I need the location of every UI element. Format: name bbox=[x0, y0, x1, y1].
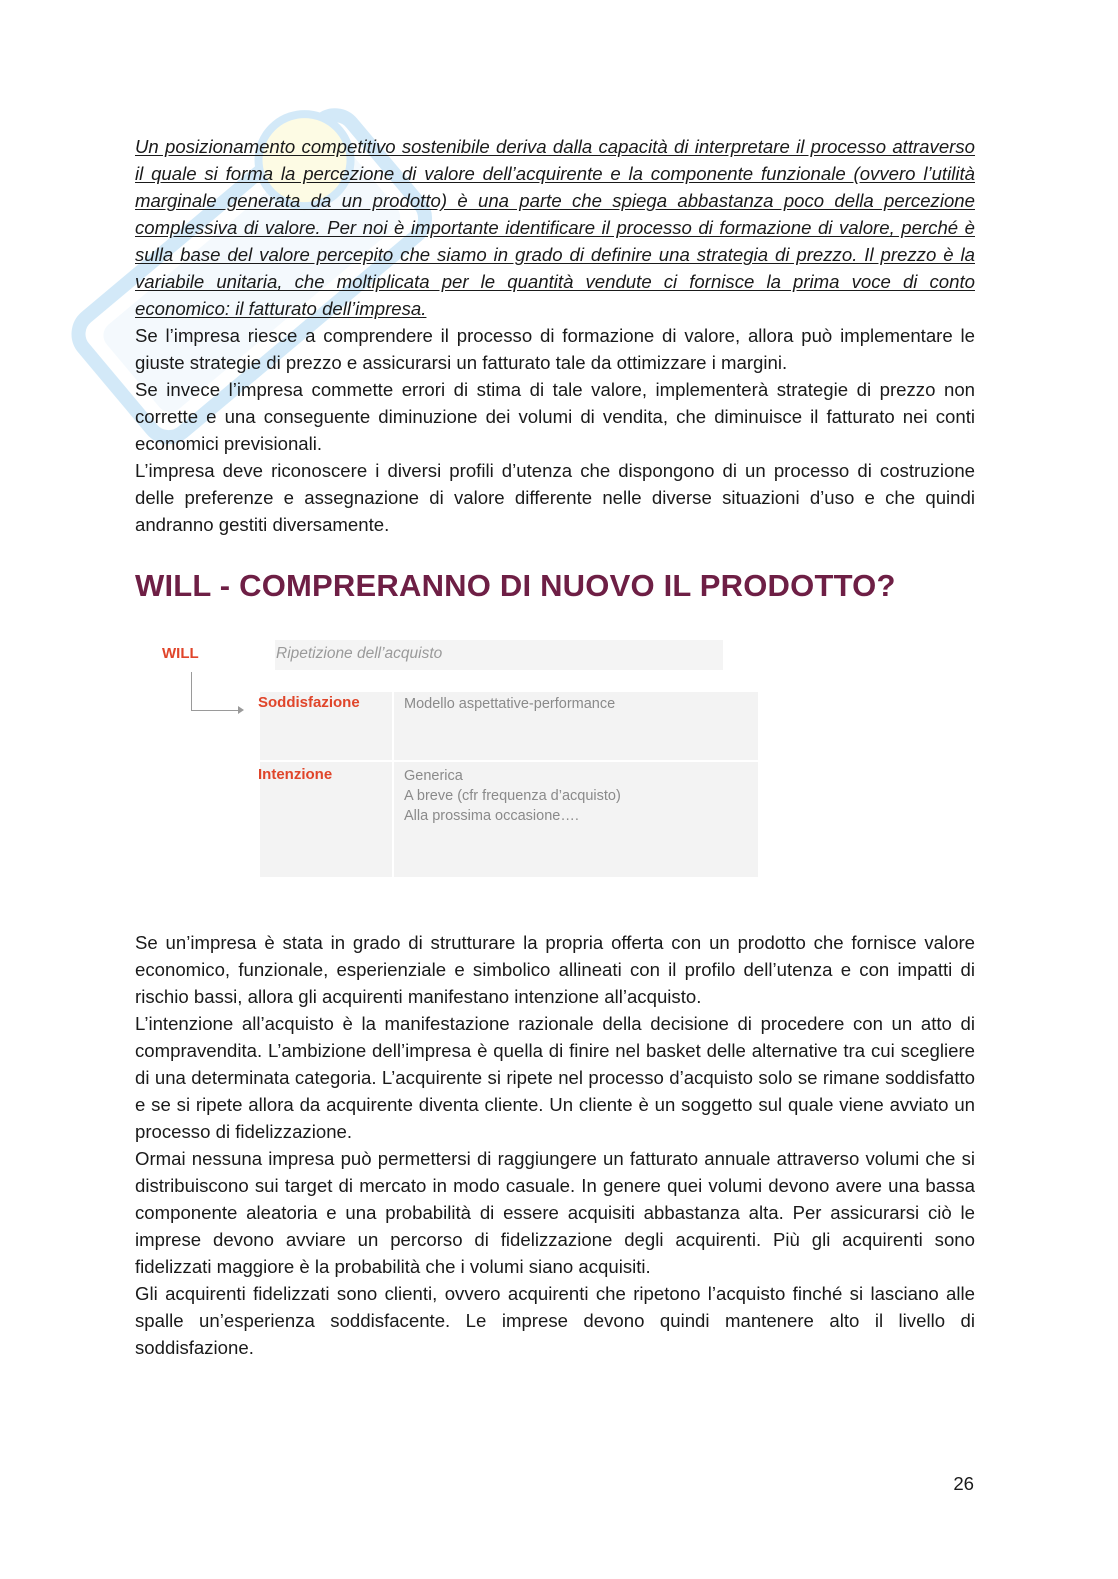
section-heading: WILL - COMPRERANNO DI NUOVO IL PRODOTTO? bbox=[135, 568, 896, 603]
page-number: 26 bbox=[953, 1473, 974, 1494]
paragraph: Ormai nessuna impresa può permettersi di raggiungere un fatturato annuale attraverso volumi che si distribuiscono sui target di mercato in modo casuale. In genere quei volumi devono avere una bassa componente aleatoria e una probabilità di essere acquisiti abbastanza alta. Per assicurarsi ciò le imprese devono avviare un percorso di fidelizzazione degli acquirenti. Più gli acquirenti sono fidelizzati maggiore è la probabilità che i volumi siano acquisiti. bbox=[135, 1148, 975, 1277]
document-body bbox=[135, 133, 975, 1361]
diagram-row-text bbox=[404, 766, 621, 826]
diagram-row-label: Soddisfazione bbox=[258, 694, 360, 711]
paragraph: Se un’impresa è stata in grado di strutturare la propria offerta con un prodotto che fornisce valore economico, funzionale, esperienziale e simbolico allineati con il profilo dell’utenza e con impatti di rischio bassi, allora gli acquirenti manifestano intenzione all’acquisto. bbox=[135, 932, 975, 1007]
diagram-row-label: Intenzione bbox=[258, 766, 333, 783]
paragraph: L’intenzione all’acquisto è la manifestazione razionale della decisione di procedere con un atto di compravendita. L’ambizione dell’impresa è quella di finire nel basket delle alternative tra cui scegliere di una determinata categoria. L’acquirente si ripete nel processo d’acquisto solo se rimane soddisfatto e se si ripete allora da acquirente diventa cliente. Un cliente è un soggetto sul quale viene avviato un processo di fidelizzazione. bbox=[135, 1013, 975, 1142]
body-section-bottom bbox=[135, 929, 975, 1361]
paragraph: Gli acquirenti fidelizzati sono clienti, ovvero acquirenti che ripetono l’acquisto finché si lasciano alle spalle un’esperienza soddisfacente. Le imprese devono quindi mantenere alto il livello di soddisfazione. bbox=[135, 1283, 975, 1358]
diagram-connector bbox=[191, 672, 240, 711]
diagram-row-text: Modello aspettative-performance bbox=[404, 696, 616, 712]
diagram-root-label: WILL bbox=[162, 645, 199, 662]
diagram-divider-vertical bbox=[392, 692, 394, 877]
paragraph: Se l’impresa riesce a comprendere il processo di formazione di valore, allora può implementare le giuste strategie di prezzo e assicurarsi un fatturato tale da ottimizzare i margini. bbox=[135, 325, 975, 373]
diagram-row-line: Generica bbox=[404, 768, 463, 784]
diagram-divider-horizontal bbox=[260, 760, 758, 762]
paragraph: Se invece l’impresa commette errori di stima di tale valore, implementerà strategie di prezzo non corrette e una conseguente diminuzione dei volumi di vendita, che diminuisce il fatturato nei conti economici previsionali. bbox=[135, 379, 975, 454]
arrow-right-icon bbox=[238, 706, 244, 714]
intro-paragraph: Un posizionamento competitivo sostenibile deriva dalla capacità di interpretare il processo attraverso il quale si forma la percezione di valore dell’acquirente e la componente funzionale (ovvero l’utilità marginale generata da un prodotto) è una parte che spiega abbastanza poco della percezione complessiva di valore. Per noi è importante identificare il processo di formazione di valore, perché è sulla base del valore percepito che siamo in grado di definire una strategia di prezzo. Il prezzo è la variabile unitaria, che moltiplicata per le quantità vendute ci fornisce la prima voce di conto economico: il fatturato dell’impresa. bbox=[135, 136, 975, 319]
will-diagram bbox=[160, 634, 760, 874]
diagram-row-line: Alla prossima occasione…. bbox=[404, 808, 579, 824]
diagram-root-title: Ripetizione dell’acquisto bbox=[276, 645, 443, 662]
paragraph: L’impresa deve riconoscere i diversi profili d’utenza che dispongono di un processo di costruzione delle preferenze e assegnazione di valore differente nelle diverse situazioni d’uso e che quindi andranno gestiti diversamente. bbox=[135, 460, 975, 535]
diagram-row-line: A breve (cfr frequenza d’acquisto) bbox=[404, 788, 621, 804]
